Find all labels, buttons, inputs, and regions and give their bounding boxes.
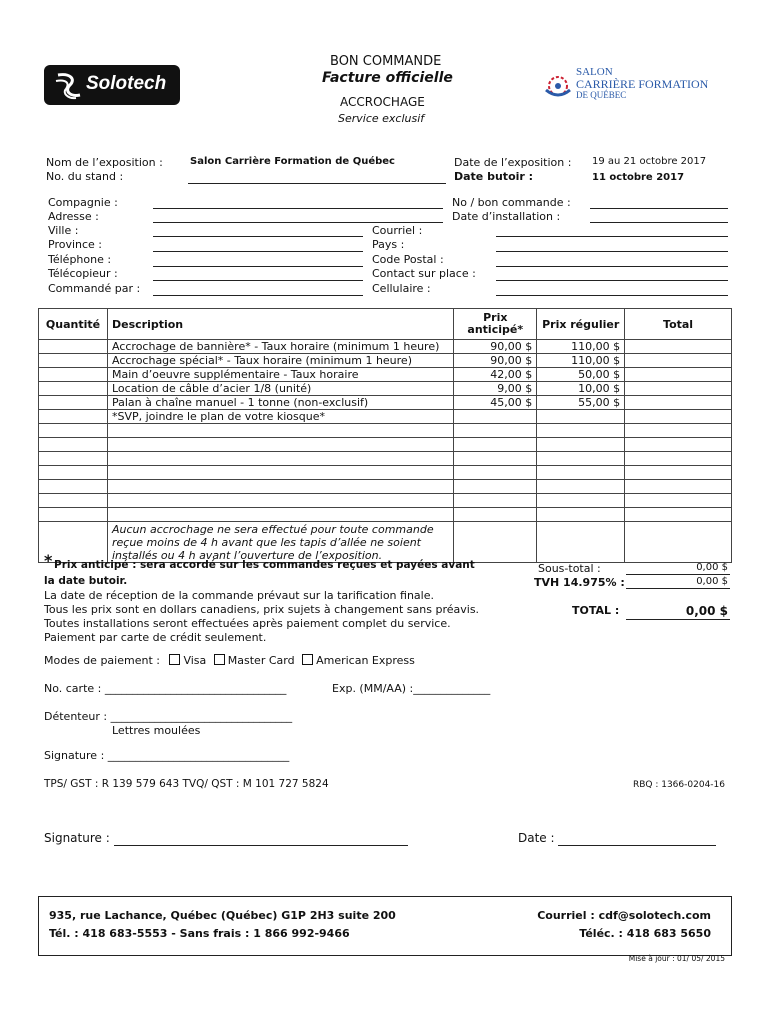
solotech-logo (44, 65, 180, 105)
postal-field[interactable] (496, 266, 728, 267)
notice-row (39, 522, 732, 563)
tax-line (626, 588, 730, 589)
contact-field[interactable] (496, 280, 728, 281)
desc-cell[interactable] (107, 480, 453, 494)
order-table (38, 308, 732, 563)
stand-label: No. du stand : (46, 170, 124, 183)
regular-cell (537, 508, 625, 522)
date-field[interactable] (558, 845, 716, 846)
expo-name-value: Salon Carrière Formation de Québec (190, 156, 395, 167)
service-label: Service exclusif (338, 112, 425, 125)
early-cell (454, 424, 537, 438)
date-label: Date : (518, 831, 555, 845)
visa-checkbox[interactable] (169, 654, 206, 667)
salon-logo-line2: CARRIÈRE FORMATION (576, 77, 709, 91)
regular-cell: 110,00 $ (537, 340, 625, 354)
qty-cell[interactable] (39, 494, 108, 508)
qty-cell[interactable] (39, 354, 108, 368)
checkbox-icon (302, 654, 313, 665)
early-note-line2: la date butoir. (44, 575, 128, 587)
notice-line: Aucun accrochage ne sera effectué pour toute commande (111, 523, 434, 536)
early-cell: 42,00 $ (454, 368, 537, 382)
card-number-field[interactable]: No. carte : _________________________________ (44, 682, 287, 695)
col-early-line1: Prix (483, 311, 508, 324)
total-cell[interactable] (625, 466, 732, 480)
col-qty: Quantité (39, 309, 108, 340)
qty-cell[interactable] (39, 382, 108, 396)
qty-cell[interactable] (39, 410, 108, 424)
expo-date-label: Date de l’exposition : (454, 156, 572, 169)
mastercard-label: Master Card (227, 654, 295, 667)
desc-cell[interactable] (107, 508, 453, 522)
table-row (39, 438, 732, 452)
desc-cell: Accrochage de bannière* - Taux horaire (minimum 1 heure) (107, 340, 453, 354)
po-field[interactable] (590, 208, 728, 209)
subtotal-label: Sous-total : (538, 562, 601, 575)
rbq-number: RBQ : 1366-0204-16 (632, 780, 725, 790)
ordered-by-label: Commandé par : (48, 282, 141, 295)
table-row (39, 368, 732, 382)
footer-address: 935, rue Lachance, Québec (Québec) G1P 2H3 suite 200 (49, 909, 396, 922)
total-cell[interactable] (625, 522, 732, 563)
tax-label: TVH 14.975% : (534, 576, 625, 589)
cell-label: Cellulaire : (372, 282, 431, 295)
email-field[interactable] (496, 236, 728, 237)
cell-field[interactable] (496, 295, 728, 296)
table-row (39, 424, 732, 438)
table-row (39, 480, 732, 494)
payment-modes (44, 654, 415, 667)
salon-logo-icon (540, 68, 576, 102)
tax-ids: TPS/ GST : R 139 579 643 TVQ/ QST : M 101 727 5824 (44, 778, 329, 790)
salon-logo-line3: DE QUÉBEC (576, 90, 627, 100)
regular-cell (537, 452, 625, 466)
address-label: Adresse : (48, 210, 99, 223)
expo-date-value: 19 au 21 octobre 2017 (592, 156, 707, 167)
early-cell (454, 466, 537, 480)
qty-cell[interactable] (39, 396, 108, 410)
province-label: Province : (48, 238, 103, 251)
expiry-field[interactable]: Exp. (MM/AA) :______________ (332, 682, 491, 695)
amex-label: American Express (316, 654, 415, 667)
province-field[interactable] (153, 251, 363, 252)
table-row (39, 410, 732, 424)
desc-cell[interactable] (107, 494, 453, 508)
signature-label: Signature : (44, 831, 110, 845)
footer-box (38, 896, 732, 956)
notice-line: reçue moins de 4 h avant que les tapis d’allée ne soient (111, 536, 421, 549)
subtotal-value: 0,00 $ (696, 562, 728, 573)
table-row (39, 354, 732, 368)
total-value: 0,00 $ (685, 604, 728, 618)
early-cell (454, 522, 537, 563)
total-cell[interactable] (625, 396, 732, 410)
regular-cell (537, 438, 625, 452)
regular-cell (537, 522, 625, 563)
visa-label: Visa (183, 654, 207, 667)
early-note-line1: Prix anticipé : sera accordé sur les commandes reçues et payées avant (54, 559, 475, 571)
solotech-brand: Solotech (86, 73, 167, 94)
early-cell (454, 508, 537, 522)
checkbox-icon (214, 654, 225, 665)
table-row (39, 466, 732, 480)
qty-cell[interactable] (39, 368, 108, 382)
total-cell[interactable] (625, 438, 732, 452)
table-row (39, 452, 732, 466)
total-line (626, 619, 730, 620)
early-cell (454, 438, 537, 452)
checkbox-icon (169, 654, 180, 665)
subtotal-line (626, 574, 730, 575)
table-row (39, 340, 732, 354)
early-cell: 90,00 $ (454, 354, 537, 368)
early-cell: 45,00 $ (454, 396, 537, 410)
col-early-line2: anticipé* (467, 323, 524, 336)
early-cell (454, 452, 537, 466)
total-cell[interactable] (625, 480, 732, 494)
doc-subtitle: Facture officielle (322, 70, 453, 86)
total-cell[interactable] (625, 494, 732, 508)
total-cell[interactable] (625, 382, 732, 396)
signature-field[interactable] (114, 845, 408, 846)
early-cell (454, 480, 537, 494)
total-cell[interactable] (625, 354, 732, 368)
email-label: Courriel : (372, 224, 423, 237)
fax-label: Télécopieur : (48, 267, 118, 280)
mastercard-checkbox[interactable] (214, 654, 295, 667)
total-cell[interactable] (625, 508, 732, 522)
payment-signature-field[interactable]: Signature : _________________________________ (44, 749, 290, 762)
col-regular: Prix régulier (537, 309, 625, 340)
total-label: TOTAL : (572, 604, 620, 617)
regular-cell: 55,00 $ (537, 396, 625, 410)
deadline-label: Date butoir : (454, 170, 534, 183)
desc-cell: Location de câble d’acier 1/8 (unité) (107, 382, 453, 396)
col-desc: Description (107, 309, 453, 340)
regular-cell (537, 480, 625, 494)
city-field[interactable] (153, 236, 363, 237)
stand-field[interactable] (188, 183, 446, 184)
qty-cell[interactable] (39, 480, 108, 494)
early-cell: 90,00 $ (454, 340, 537, 354)
solotech-swirl-icon (48, 65, 88, 105)
total-cell[interactable] (625, 452, 732, 466)
early-cell (454, 410, 537, 424)
regular-cell (537, 466, 625, 480)
tax-value: 0,00 $ (696, 576, 728, 587)
city-label: Ville : (48, 224, 79, 237)
update-date: Mise à jour : 01/ 05/ 2015 (628, 954, 725, 963)
table-row (39, 508, 732, 522)
qty-cell[interactable] (39, 424, 108, 438)
total-cell[interactable] (625, 424, 732, 438)
amex-checkbox[interactable] (302, 654, 415, 667)
company-label: Compagnie : (48, 196, 118, 209)
table-header-row (39, 309, 732, 340)
note-line: Paiement par carte de crédit seulement. (44, 631, 267, 644)
salon-logo-line1: SALON (576, 66, 613, 78)
desc-cell: Accrochage spécial* - Taux horaire (minimum 1 heure) (107, 354, 453, 368)
col-early (454, 309, 537, 340)
qty-cell[interactable] (39, 508, 108, 522)
footer-fax: Téléc. : 418 683 5650 (579, 927, 711, 940)
early-cell: 9,00 $ (454, 382, 537, 396)
early-cell (454, 494, 537, 508)
col-total: Total (625, 309, 732, 340)
install-date-label: Date d’installation : (452, 210, 561, 223)
qty-cell[interactable] (39, 438, 108, 452)
desc-cell[interactable] (107, 424, 453, 438)
desc-cell: Main d’oeuvre supplémentaire - Taux horaire (107, 368, 453, 382)
note-line: Tous les prix sont en dollars canadiens, prix sujets à changement sans préavis. (44, 603, 480, 616)
desc-cell: *SVP, joindre le plan de votre kiosque* (107, 410, 453, 424)
regular-cell: 110,00 $ (537, 354, 625, 368)
qty-cell[interactable] (39, 340, 108, 354)
regular-cell: 50,00 $ (537, 368, 625, 382)
deadline-value: 11 octobre 2017 (592, 172, 685, 183)
notice-line: installés ou 4 h avant l’ouverture de l’exposition. (111, 549, 383, 562)
qty-cell[interactable] (39, 452, 108, 466)
note-line: Toutes installations seront effectuées après paiement complet du service. (44, 617, 451, 630)
expo-name-label: Nom de l’exposition : (46, 156, 163, 169)
postal-label: Code Postal : (372, 253, 444, 266)
po-label: No / bon commande : (452, 196, 571, 209)
country-label: Pays : (372, 238, 405, 251)
holder-field[interactable]: Détenteur : _________________________________ (44, 710, 293, 723)
regular-cell: 10,00 $ (537, 382, 625, 396)
table-row (39, 396, 732, 410)
salon-logo (540, 66, 730, 108)
doc-title: BON COMMANDE (330, 54, 442, 69)
install-date-field[interactable] (590, 222, 728, 223)
desc-cell: Palan à chaîne manuel - 1 tonne (non-exclusif) (107, 396, 453, 410)
phone-field[interactable] (153, 266, 363, 267)
regular-cell (537, 424, 625, 438)
desc-cell[interactable] (107, 466, 453, 480)
total-cell[interactable] (625, 410, 732, 424)
phone-label: Téléphone : (48, 253, 112, 266)
total-cell[interactable] (625, 340, 732, 354)
table-row (39, 382, 732, 396)
regular-cell (537, 410, 625, 424)
footer-phone: Tél. : 418 683-5553 - Sans frais : 1 866 992-9466 (49, 927, 350, 940)
ordered-by-field[interactable] (153, 295, 363, 296)
desc-cell[interactable] (107, 438, 453, 452)
qty-cell[interactable] (39, 466, 108, 480)
address-field[interactable] (153, 222, 443, 223)
table-row (39, 494, 732, 508)
footer-email: Courriel : cdf@solotech.com (537, 909, 711, 922)
holder-sublabel: Lettres moulées (112, 724, 201, 737)
note-star: * (44, 551, 53, 570)
notice-cell (107, 522, 453, 563)
payment-modes-label: Modes de paiement : (44, 654, 160, 667)
company-field[interactable] (153, 208, 443, 209)
country-field[interactable] (496, 251, 728, 252)
section-title: ACCROCHAGE (340, 95, 425, 109)
desc-cell[interactable] (107, 452, 453, 466)
note-line: La date de réception de la commande prévaut sur la tarification finale. (44, 589, 434, 602)
regular-cell (537, 494, 625, 508)
total-cell[interactable] (625, 368, 732, 382)
fax-field[interactable] (153, 280, 363, 281)
contact-label: Contact sur place : (372, 267, 476, 280)
